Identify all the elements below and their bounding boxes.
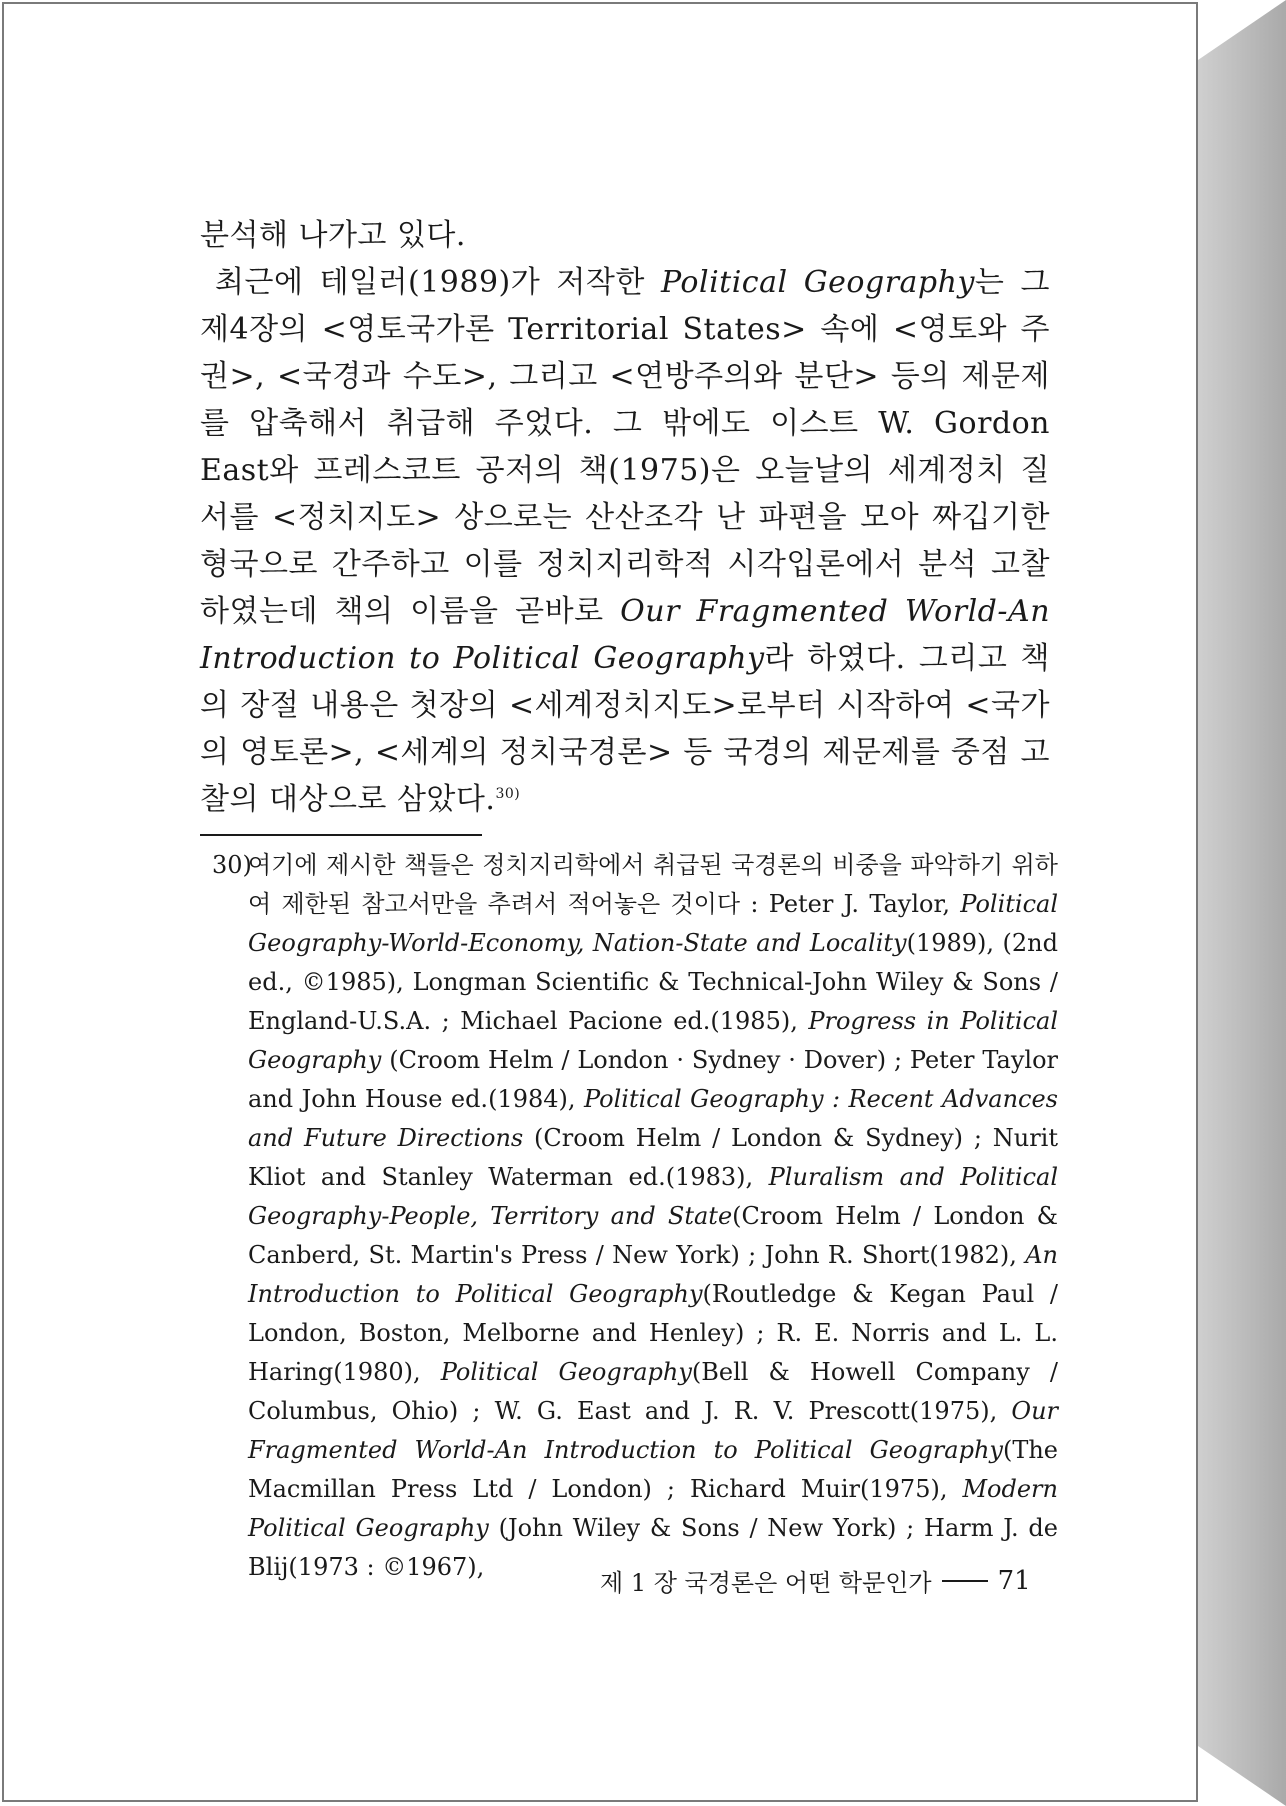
footnote-title: Pluralism and Political Geography-People, Territory and State: [248, 1163, 1058, 1230]
footnote-segment: (Bell & Howell Company / Columbus, Ohio) ; W. G. East and J. R. V. Prescott(1975),: [248, 1358, 1058, 1425]
page-footer: [600, 1563, 1040, 1598]
footnote-segment: (John Wiley & Sons / New York) ; Harm J. de Blij(1973 : ©1967),: [248, 1514, 1058, 1581]
running-footer-chapter: 제 1 장 국경론은 어떤 학문인가: [600, 1569, 932, 1597]
paragraph-2-text-c: 는 그 제4장의 <영토국가론 Territorial States> 속에 <영토와 주권>, <국경과 수도>, 그리고 <연방주의와 분단> 등의 제문제를 압축해서 취급해 주었다. 그 밖에도 이스트 W. Gordon East와 프레스코트 공저의 책(1975)은 오늘날의 세계정치 질서를 <정치지도> 상으로는 산산조각 난 파편을 모아 짜깁기한 형국으로 간주하고 이를 정치지리학적 시각입론에서 분석 고찰하였는데 책의 이름을 곧바로: [200, 265, 1050, 629]
footer-dash: [942, 1580, 988, 1582]
paragraph-1: [200, 212, 1050, 259]
footnote-segment: (The Macmillan Press Ltd / London) ; Richard Muir(1975),: [248, 1436, 1058, 1503]
paragraph-1-text: 분석해 나가고 있다.: [200, 218, 466, 253]
page-number: 71: [997, 1565, 1031, 1596]
paragraph-2-text-e: 라 하였다. 그리고 책의 장절 내용은 첫장의 <세계정치지도>로부터 시작하여 <국가의 영토론>, <세계의 정치국경론> 등 국경의 제문제를 중점 고찰의 대상으로 삼았다.: [200, 641, 1050, 817]
body-text: [200, 212, 1050, 823]
footnote-reference: 30): [495, 786, 521, 802]
footnote-segment: (1989), (2nd ed., ©1985), Longman Scientific & Technical-John Wiley & Sons / England-U.S.A. ; Michael Pacione ed.(1985),: [248, 929, 1058, 1035]
footnote-title: An Introduction to Political Geography: [248, 1241, 1058, 1308]
book-title-our-fragmented-world: Our Fragmented World-An Introduction to Political Geography: [200, 594, 1051, 676]
footnote-segment: (Routledge & Kegan Paul / London, Boston, Melborne and Henley) ; R. E. Norris and L. L. Haring(1980),: [248, 1280, 1058, 1386]
footnote: [212, 846, 1058, 1587]
footnote-title: Political Geography: [440, 1358, 692, 1386]
footnote-number: 30): [212, 851, 252, 879]
footnote-segment: (Croom Helm / London & Sydney) ; Nurit Kliot and Stanley Waterman ed.(1983),: [248, 1124, 1059, 1191]
book-side-edge: [1198, 0, 1286, 1806]
paragraph-2-text-a: 최근에 테일러(1989)가 저작한: [215, 265, 661, 300]
paragraph-2: [200, 259, 1050, 823]
footnote-title: Modern Political Geography: [248, 1475, 1058, 1542]
footnote-title: Progress in Political Geography: [248, 1007, 1059, 1074]
footnote-title: Our Fragmented World-An Introduction to Political Geography: [248, 1397, 1058, 1464]
footnote-segment: (Croom Helm / London · Sydney · Dover) ; Peter Taylor and John House ed.(1984),: [248, 1046, 1058, 1113]
footnote-text: [248, 846, 1058, 1587]
footnote-divider: [200, 834, 482, 836]
footnote-title: Political Geography : Recent Advances and Future Directions: [248, 1085, 1058, 1152]
footnote-segment: (Croom Helm / London & Canberd, St. Martin's Press / New York) ; John R. Short(1982),: [248, 1202, 1059, 1269]
footnote-title: Political Geography-World-Economy, Nation-State and Locality: [248, 890, 1058, 957]
footnote-segment: 여기에 제시한 책들은 정치지리학에서 취급된 국경론의 비중을 파악하기 위하여 제한된 참고서만을 추려서 적어놓은 것이다 : Peter J. Taylor,: [248, 851, 1058, 918]
book-title-political-geography: Political Geography: [660, 265, 975, 300]
